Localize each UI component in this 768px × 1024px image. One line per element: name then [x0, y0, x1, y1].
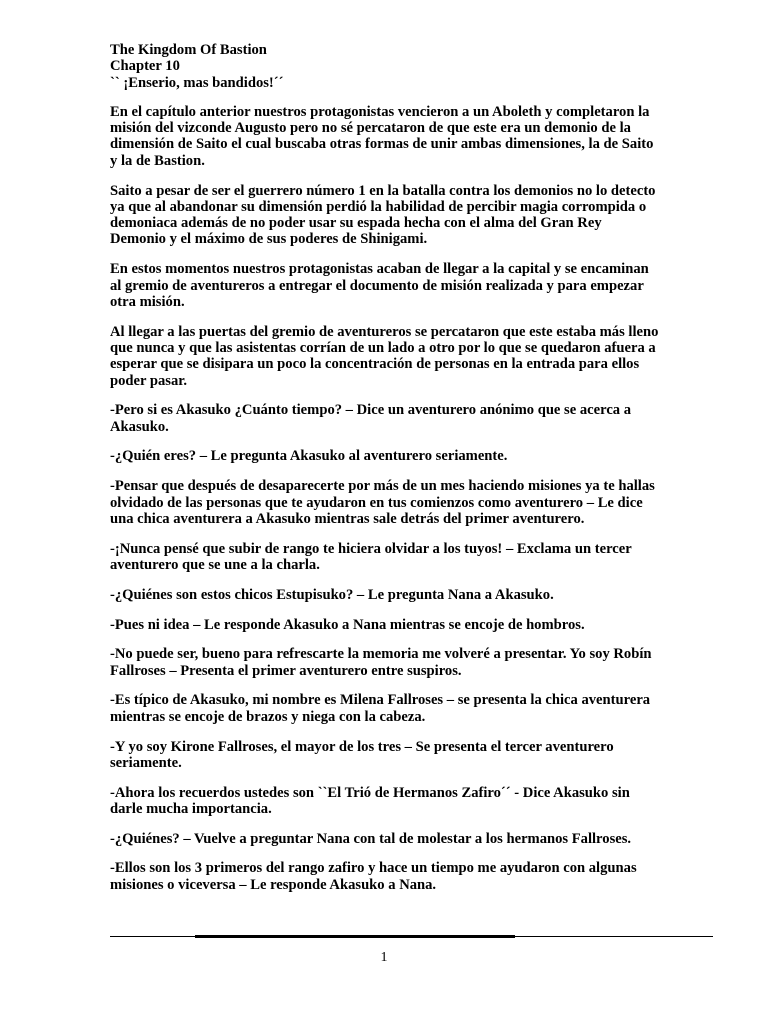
- paragraph: Al llegar a las puertas del gremio de aventureros se percataron que este estaba más lleno que nunca y que las asistentas corrían de un lado a otro por lo que se quedaron afuera a esperar que se disipara un poco la concentración de personas en la entrada para ellos poder pasar.: [110, 323, 659, 389]
- paragraph: -Ahora los recuerdos ustedes son ``El Trió de Hermanos Zafiro´´ - Dice Akasuko sin darle mucha importancia.: [110, 784, 630, 817]
- paragraph: -Es típico de Akasuko, mi nombre es Milena Fallroses – se presenta la chica aventurera mientras se encoje de brazos y niega con la cabeza.: [110, 692, 651, 725]
- paragraph: -Ellos son los 3 primeros del rango zafiro y hace un tiempo me ayudaron con algunas misiones o viceversa – Le responde Akasuko a Nana.: [110, 860, 637, 893]
- paragraph: En estos momentos nuestros protagonistas acaban de llegar a la capital y se encaminan al gremio de aventureros a entregar el documento de misión realizada y para empezar otra misión.: [110, 261, 649, 310]
- paragraph: -¿Quiénes? – Vuelve a preguntar Nana con tal de molestar a los hermanos Fallroses.: [110, 830, 632, 847]
- book-title: The Kingdom Of Bastion: [110, 42, 267, 58]
- paragraph: -¡Nunca pensé que subir de rango te hiciera olvidar a los tuyos! – Exclama un tercer aventurero que se une a la charla.: [110, 540, 632, 573]
- chapter-title: `` ¡Enserio, mas bandidos!´´: [110, 74, 284, 91]
- page-number: 1: [380, 950, 388, 965]
- paragraph: -No puede ser, bueno para refrescarte la memoria me volveré a presentar. Yo soy Robín Fallroses – Presenta el primer aventurero entre suspiros.: [110, 646, 652, 679]
- chapter-number: Chapter 10: [110, 58, 180, 75]
- paragraph: En el capítulo anterior nuestros protagonistas vencieron a un Aboleth y completaron la misión del vizconde Augusto pero no sé percataron de que este era un demonio de la dimensión de Saito el cual buscaba otras formas de unir ambas dimensiones, la de Saito y la de Bastion.: [110, 103, 654, 169]
- paragraph: -Pues ni idea – Le responde Akasuko a Nana mientras se encoje de hombros.: [110, 616, 585, 633]
- paragraph: -Pero si es Akasuko ¿Cuánto tiempo? – Dice un aventurero anónimo que se acerca a Akasuko.: [110, 402, 632, 435]
- paragraph: -Y yo soy Kirone Fallroses, el mayor de los tres – Se presenta el tercer aventurero seriamente.: [110, 738, 614, 771]
- paragraph: -¿Quién eres? – Le pregunta Akasuko al aventurero seriamente.: [110, 448, 508, 465]
- paragraph: Saito a pesar de ser el guerrero número 1 en la batalla contra los demonios no lo detecto ya que al abandonar su dimensión perdió la habilidad de percibir magia corrompida o demoniaca además de no poder usar su espada hecha con el alma del Gran Rey Demonio y el máximo de sus poderes de Shinigami.: [110, 182, 656, 248]
- document-page: [110, 42, 660, 907]
- paragraph: -¿Quiénes son estos chicos Estupisuko? – Le pregunta Nana a Akasuko.: [110, 586, 554, 603]
- chapter-header: [110, 42, 660, 91]
- footer-divider-accent: [195, 935, 515, 938]
- paragraph: -Pensar que después de desaparecerte por más de un mes haciendo misiones ya te hallas olvidado de las personas que te ayudaron en tus comienzos como aventurero – Le dice una chica aventurera a Akasuko mientras sale detrás del primer aventurero.: [110, 478, 655, 527]
